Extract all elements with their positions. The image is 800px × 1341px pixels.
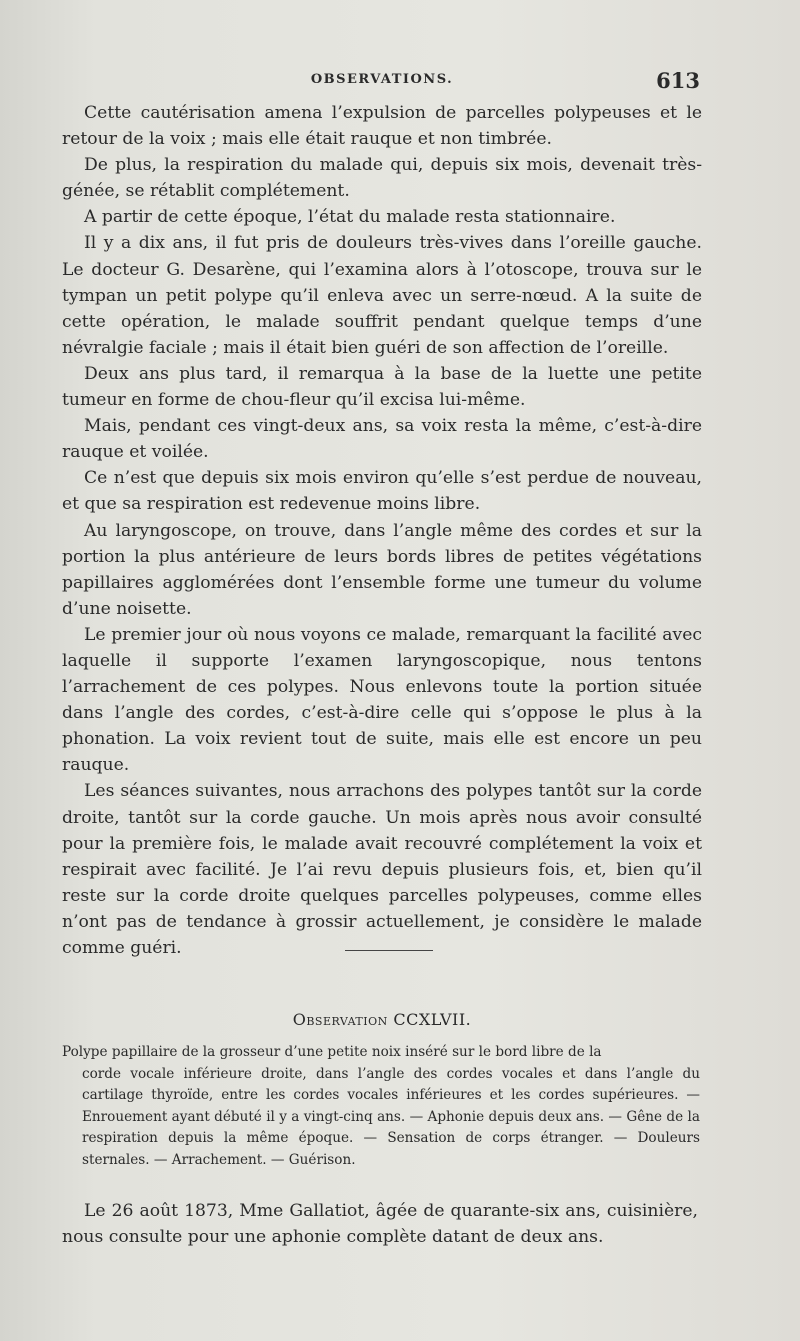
paragraph: A partir de cette époque, l’état du malade resta stationnaire. bbox=[84, 207, 616, 228]
paragraph: Les séances suivantes, nous arrachons des polypes tantôt sur la corde droite, tantôt sur la corde gauche. Un mois après nous avoir consulté pour la première fois, le malade avait recouvré complétement la voix et respirait avec facilité. Je l’ai revu depuis plusieurs fois, et, bien qu’il reste sur la corde droite quelques parcelles polypeuses, comme elles n’ont pas de tendance à grossir actuellement, je considère le malade comme guéri. bbox=[62, 781, 702, 958]
paragraph: Au laryngoscope, on trouve, dans l’angle même des cordes et sur la portion la plus antérieure de leurs bords libres de petites végétations papillaires agglomérées dont l’ensemble forme une tumeur du volume d’une noisette. bbox=[62, 520, 702, 619]
observation-label: Observation bbox=[292, 1010, 388, 1029]
summary-continuation: corde vocale inférieure droite, dans l’angle des cordes vocales et dans l’angle du cartilage thyroïde, entre les cordes vocales inférieures et les cordes supérieures. — Enrouement ayant débuté il y a vingt-cinq ans. — Aphonie depuis deux ans. — Gêne de la respiration depuis la même époque. — Sensation de corps étranger. — Douleurs sternales. — Arrachement. — Guérison. bbox=[82, 1065, 700, 1168]
paragraph: Le premier jour où nous voyons ce malade, remarquant la facilité avec laquelle il supporte l’examen laryngoscopique, nous tentons l’arrachement de ces polypes. Nous enlevons toute la portion située dans l’angle des cordes, c’est-à-dire celle qui s’oppose le plus à la phonation. La voix revient tout de suite, mais elle est encore un peu rauque. bbox=[62, 624, 702, 776]
summary-first-line: Polype papillaire de la grosseur d’une petite noix inséré sur le bord libre de la bbox=[62, 1044, 602, 1060]
paragraph: Le 26 août 1873, Mme Gallatiot, âgée de quarante-six ans, cuisinière, nous consulte pour une aphonie complète datant de deux ans. bbox=[62, 1201, 698, 1247]
observation-number: CCXLVII. bbox=[393, 1010, 472, 1029]
case-opening bbox=[62, 1198, 698, 1250]
section-divider bbox=[345, 950, 433, 951]
paragraph: Cette cautérisation amena l’expulsion de parcelles polypeuses et le retour de la voix ; mais elle était rauque et non timbrée. bbox=[62, 103, 702, 150]
running-head: OBSERVATIONS. bbox=[310, 72, 454, 87]
paragraph: Il y a dix ans, il fut pris de douleurs très-vives dans l’oreille gauche. Le docteur G. Desarène, qui l’examina alors à l’otoscope, trouva sur le tympan un petit polype qu’il enleva avec un serre-nœud. A la suite de cette opération, le malade souffrit pendant quelque temps d’une névralgie faciale ; mais il était bien guéri de son affection de l’oreille. bbox=[62, 233, 702, 358]
paragraph: Deux ans plus tard, il remarqua à la base de la luette une petite tumeur en forme de chou-fleur qu’il excisa lui-même. bbox=[62, 363, 702, 411]
main-text bbox=[62, 100, 702, 961]
paragraph: Ce n’est que depuis six mois environ qu’elle s’est perdue de nouveau, et que sa respiration est redevenue moins libre. bbox=[62, 468, 702, 515]
paragraph: Mais, pendant ces vingt-deux ans, sa voix resta la même, c’est-à-dire rauque et voilée. bbox=[62, 416, 702, 463]
page-number: 613 bbox=[656, 68, 700, 93]
observation-heading bbox=[62, 1010, 702, 1029]
observation-summary bbox=[62, 1042, 700, 1171]
paragraph: De plus, la respiration du malade qui, depuis six mois, devenait très-génée, se rétablit complétement. bbox=[62, 155, 702, 202]
page-header bbox=[62, 68, 702, 96]
